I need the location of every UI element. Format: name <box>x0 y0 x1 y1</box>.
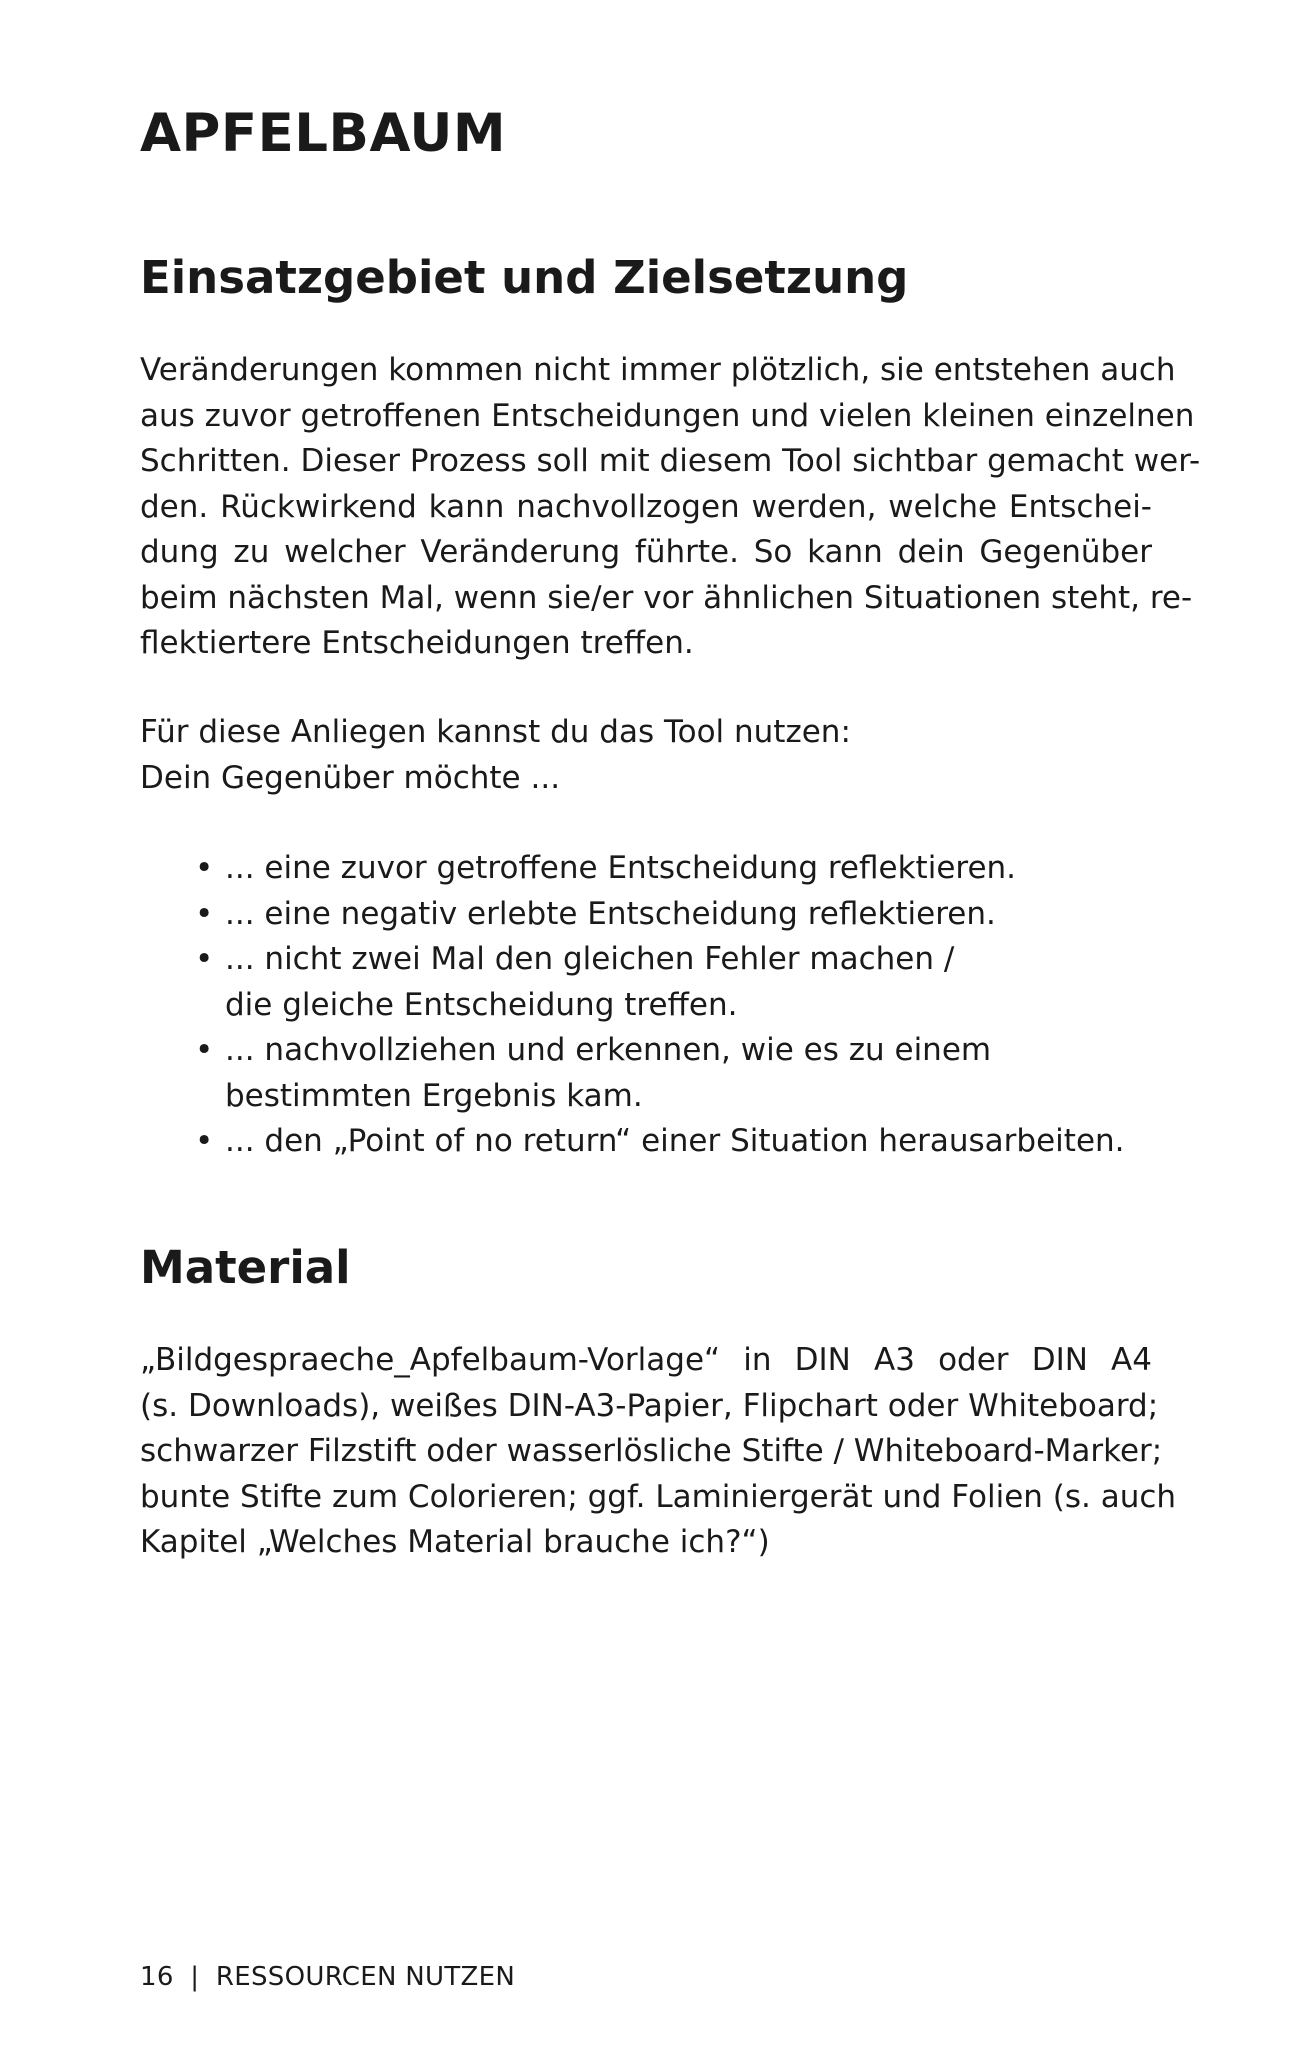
page-number: 16 <box>140 1962 174 1992</box>
list-item: • ... nachvollziehen und erkennen, wie es zu einem bestimmten Ergebnis kam. <box>140 1028 1125 1119</box>
paragraph-line: „Bildgespraeche_Apfelbaum-Vorlage“ in DIN A3 oder DIN A4 <box>140 1342 1152 1378</box>
bullet-icon: • <box>195 941 214 977</box>
intro-line: Dein Gegenüber möchte ... <box>140 759 561 796</box>
paragraph-line: (s. Downloads), weißes DIN-A3-Papier, Flipchart oder Whiteboard; <box>140 1387 1159 1424</box>
section-heading-material: Material <box>140 1241 351 1294</box>
paragraph-line: aus zuvor getroffenen Entscheidungen und vielen kleinen einzelnen <box>140 397 1195 434</box>
paragraph-line: bunte Stifte zum Colorieren; ggf. Laminiergerät und Folien (s. auch <box>140 1478 1177 1515</box>
page-title: APFELBAUM <box>140 103 507 164</box>
intro-line: Für diese Anliegen kannst du das Tool nutzen: <box>140 714 851 750</box>
paragraph-line: beim nächsten Mal, wenn sie/er vor ähnlichen Situationen steht, re- <box>140 579 1193 616</box>
paragraph-line: Veränderungen kommen nicht immer plötzlich, sie entstehen auch <box>140 352 1176 388</box>
bullet-icon: • <box>195 1032 214 1068</box>
section-paragraph-einsatzgebiet <box>140 348 1201 667</box>
footer-separator: | <box>190 1962 200 1992</box>
list-item: • ... eine negativ erlebte Entscheidung reflektieren. <box>140 892 1125 938</box>
paragraph-line: Kapitel „Welches Material brauche ich?“) <box>140 1524 770 1560</box>
paragraph-line: Schritten. Dieser Prozess soll mit diesem Tool sichtbar gemacht wer- <box>140 443 1201 479</box>
paragraph-line: den. Rückwirkend kann nachvollzogen werden, welche Entschei- <box>140 488 1152 525</box>
paragraph-line: schwarzer Filzstift oder wasserlösliche Stifte / Whiteboard-Marker; <box>140 1433 1163 1469</box>
section-paragraph-material <box>140 1338 1177 1566</box>
bullet-icon: • <box>195 850 214 886</box>
list-item: • ... eine zuvor getroffene Entscheidung reflektieren. <box>140 846 1125 892</box>
list-item: • ... den „Point of no return“ einer Situation herausarbeiten. <box>140 1119 1125 1165</box>
list-item: • ... nicht zwei Mal den gleichen Fehler machen / die gleiche Entscheidung treffen. <box>140 937 1125 1028</box>
section-heading-einsatzgebiet: Einsatzgebiet und Zielsetzung <box>140 251 909 304</box>
bullet-icon: • <box>195 1123 214 1159</box>
page-footer <box>140 1962 515 1992</box>
chapter-title: RESSOURCEN NUTZEN <box>215 1962 516 1992</box>
anliegen-list <box>140 846 1125 1165</box>
bullet-icon: • <box>195 895 214 932</box>
paragraph-line: flektiertere Entscheidungen treffen. <box>140 625 694 661</box>
intro-text <box>140 710 1152 801</box>
paragraph-line: dung zu welcher Veränderung führte. So kann dein Gegenüber <box>140 534 1152 570</box>
